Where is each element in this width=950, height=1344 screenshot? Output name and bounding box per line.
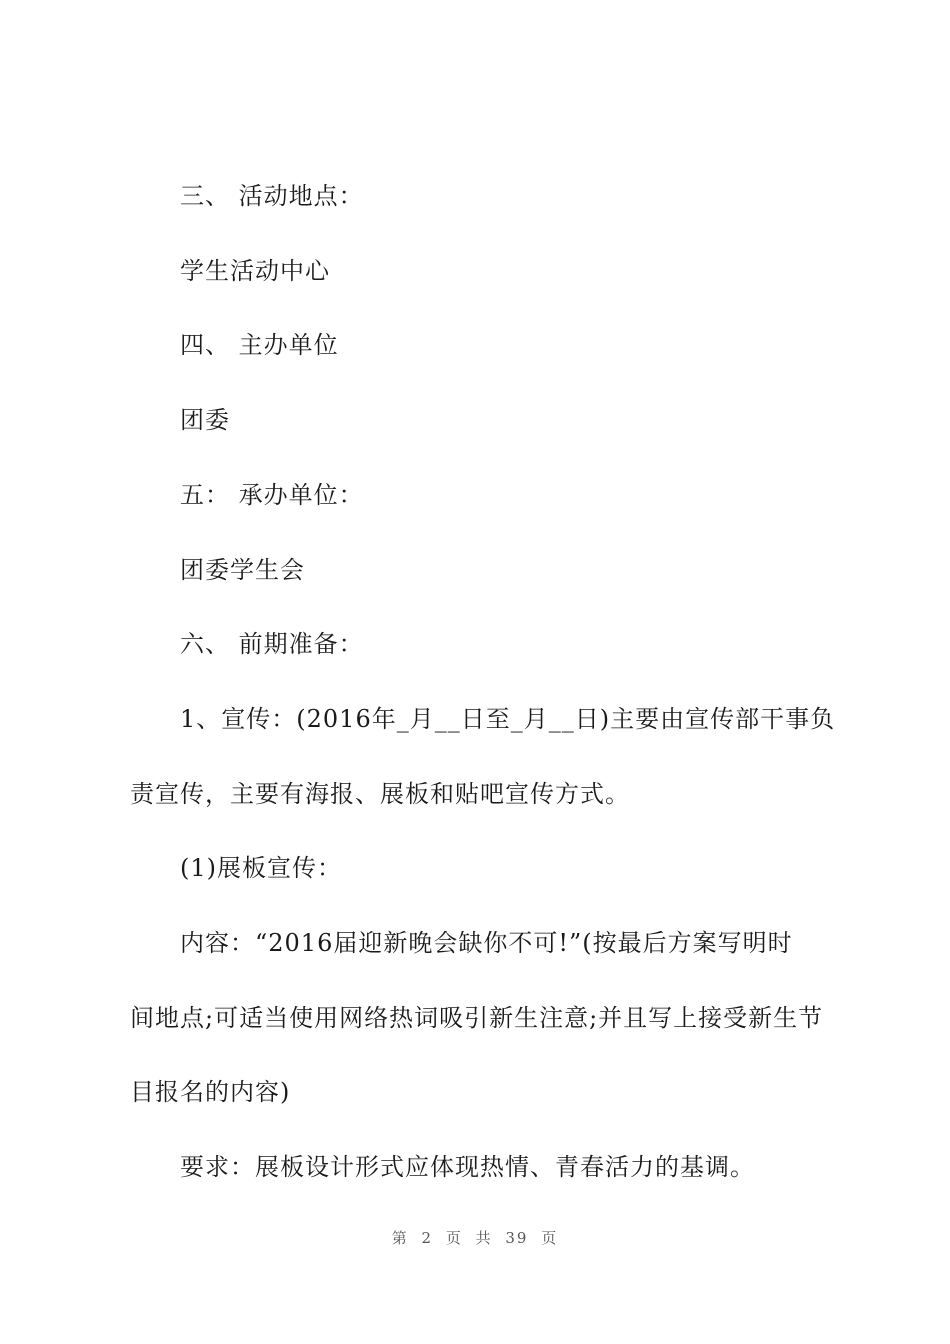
- paragraph-publicity-line-2: 责宣传，主要有海报、展板和贴吧宣传方式。: [130, 780, 630, 808]
- page-number-footer: 第 2 页 共 39 页: [391, 1229, 559, 1247]
- heading-preparation: 六、 前期准备：: [180, 630, 364, 658]
- paragraph-publicity-line-1: 1、宣传：(2016年_月__日至_月__日)主要由宣传部干事负: [180, 705, 836, 733]
- paragraph-content-line-2: 间地点;可适当使用网络热词吸引新生注意;并且写上接受新生节: [130, 1004, 824, 1032]
- heading-co-organizer: 五： 承办单位：: [180, 481, 364, 509]
- paragraph-content-line-1: 内容：“2016届迎新晚会缺你不可!”(按最后方案写明时: [180, 929, 793, 957]
- heading-organizer: 四、 主办单位: [180, 331, 339, 359]
- paragraph-content-line-3: 目报名的内容): [130, 1078, 291, 1106]
- paragraph-requirements: 要求：展板设计形式应体现热情、青春活力的基调。: [180, 1153, 755, 1181]
- heading-activity-location: 三、 活动地点：: [180, 182, 364, 210]
- co-organizer-value: 团委学生会: [180, 556, 305, 584]
- subheading-board-publicity: (1)展板宣传：: [180, 854, 342, 882]
- organizer-value: 团委: [180, 406, 230, 434]
- activity-location-value: 学生活动中心: [180, 257, 330, 285]
